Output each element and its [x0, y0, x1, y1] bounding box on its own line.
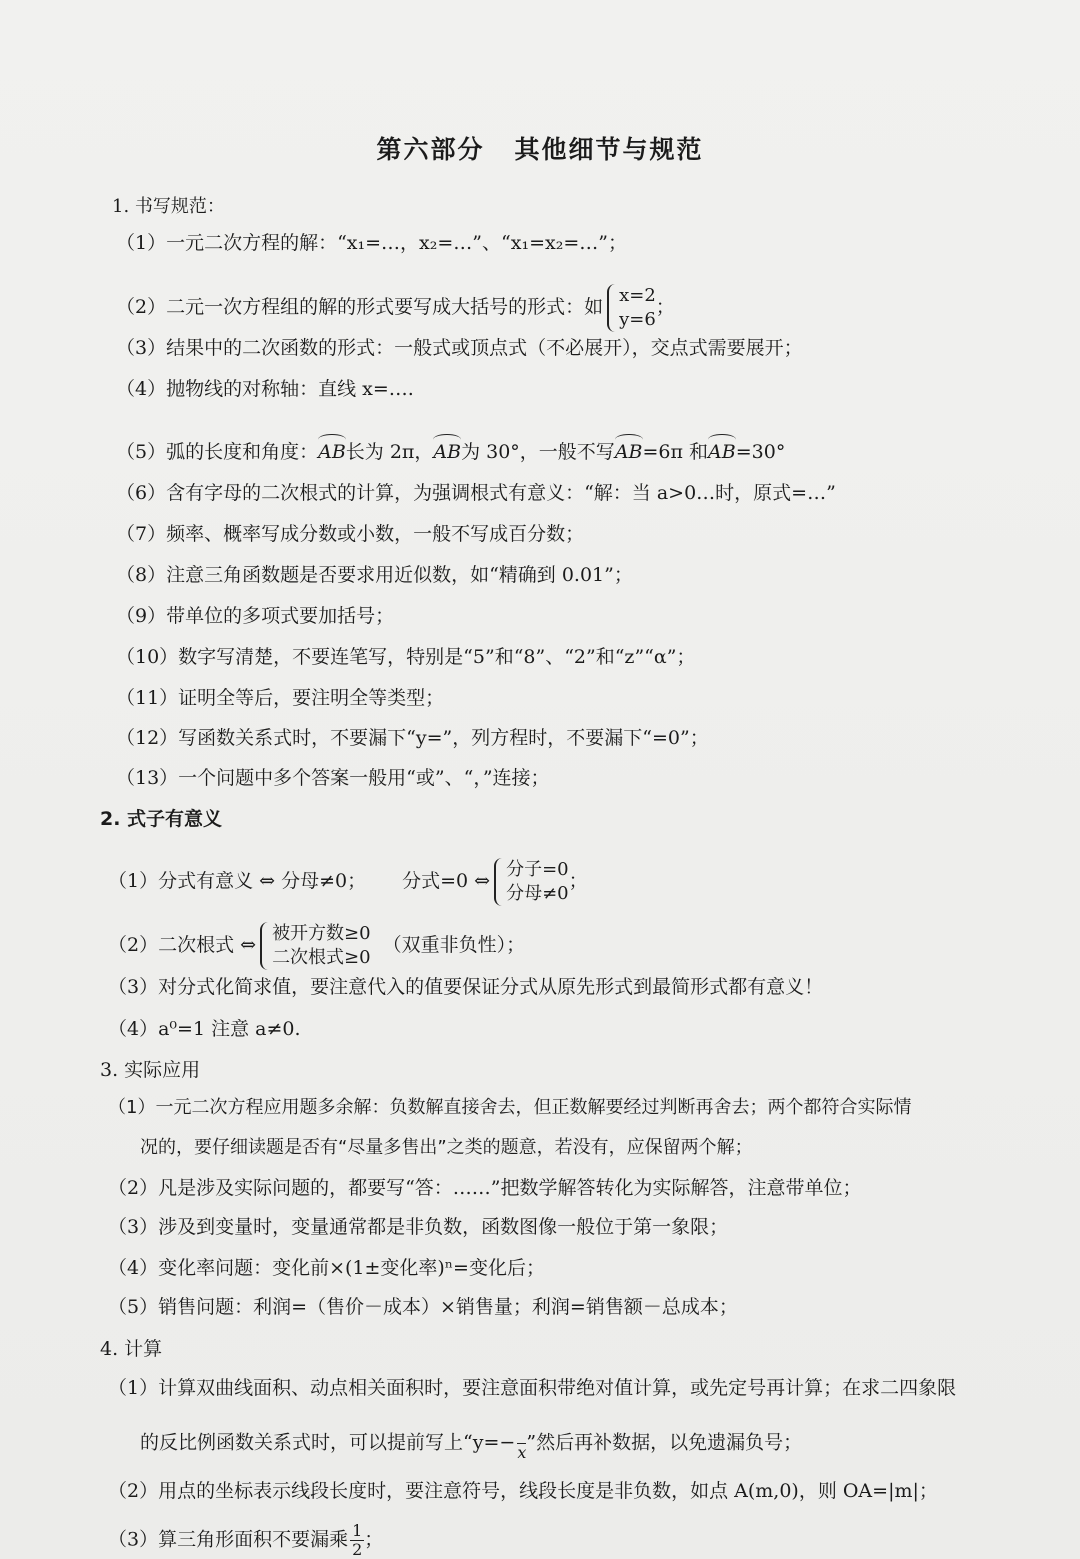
- s2-item-1-end: ；: [568, 870, 588, 892]
- fraction-denominator: x: [517, 1443, 527, 1462]
- s3-item-1a: （1）一元二次方程应用题多余解：负数解直接舍去，但正数解要经过判断再舍去；两个都符合实际情: [108, 1097, 912, 1118]
- s2-item-2: [108, 922, 525, 970]
- equation-system: [607, 284, 656, 332]
- s3-item-3: （3）涉及到变量时，变量通常都是非负数，函数图像一般位于第一象限；: [108, 1216, 729, 1238]
- s1-item-10: （10）数字写清楚，不要连笔写，特别是“5”和“8”、“2”和“z”“α”；: [116, 646, 696, 668]
- s1-item-2-text: （2）二元一次方程组的解的形式要写成大括号的形式：如: [116, 296, 604, 318]
- s2-item-2-a: （2）二次根式 ⇔: [108, 934, 257, 956]
- title-part: 第六部分: [376, 135, 485, 164]
- s3-item-4: （4）变化率问题：变化前×(1±变化率)ⁿ=变化后；: [108, 1257, 545, 1279]
- s1-item-12: （12）写函数关系式时，不要漏下“y=”，列方程时，不要漏下“=0”；: [116, 727, 709, 749]
- s1-item-7: （7）频率、概率写成分数或小数，一般不写成百分数；: [116, 523, 585, 545]
- s1-item-6: （6）含有字母的二次根式的计算，为强调根式有意义：“解：当 a>0…时，原式=…”: [116, 482, 836, 504]
- arc-ab-2: AB: [433, 441, 462, 463]
- s1-item-5-text: （5）弧的长度和角度：: [116, 441, 319, 463]
- s3-item-1b: 况的，要仔细读题是否有“尽量多售出”之类的题意，若没有，应保留两个解；: [140, 1137, 753, 1158]
- fraction-one-half: [350, 1522, 364, 1559]
- section-2-heading: 2. 式子有意义: [100, 808, 223, 830]
- half-denominator: 2: [352, 1540, 363, 1559]
- title-name: 其他细节与规范: [514, 135, 704, 164]
- section-1-heading: 1. 书写规范：: [112, 196, 225, 217]
- arc-ab-3: AB: [614, 441, 643, 463]
- radical-condition: 二次根式≥0: [272, 947, 371, 968]
- radicand-condition: 被开方数≥0: [272, 923, 371, 944]
- s4-item-1b-end: ”然后再补数据，以免遗漏负号；: [526, 1431, 803, 1454]
- section-3-heading: 3. 实际应用: [100, 1059, 201, 1081]
- half-numerator: 1: [352, 1521, 363, 1540]
- s1-item-2: [116, 284, 675, 332]
- arc-ab-4: AB: [708, 441, 736, 463]
- s4-item-3-end: ；: [364, 1528, 384, 1551]
- system-line-x: x=2: [619, 285, 656, 306]
- section-4-heading: 4. 计算: [100, 1338, 163, 1360]
- condition-denominator: 分母≠0: [506, 883, 569, 904]
- system-end: ；: [655, 296, 675, 318]
- system-line-y: y=6: [619, 309, 656, 330]
- s2-item-4: （4）a⁰=1 注意 a≠0.: [108, 1018, 301, 1040]
- s3-item-2: （2）凡是涉及实际问题的，都要写“答：……”把数学解答转化为实际解答，注意带单位；: [108, 1177, 862, 1199]
- s2-item-1-b: 分式=0 ⇔: [402, 870, 491, 892]
- arc-angle-text: 为 30°，一般不写: [461, 441, 615, 463]
- s4-item-1a: （1）计算双曲线面积、动点相关面积时，要注意面积带绝对值计算，或先定号再计算；在求二四象限: [108, 1377, 957, 1399]
- fraction-zero-system: [494, 858, 569, 906]
- s4-item-3-text: （3）算三角形面积不要漏乘: [108, 1528, 349, 1551]
- arc-length-text: 长为 2π，: [345, 441, 434, 463]
- s1-item-5: [116, 440, 785, 464]
- s1-item-9: （9）带单位的多项式要加括号；: [116, 605, 395, 627]
- condition-numerator: 分子=0: [506, 859, 569, 880]
- arc-eq-length: =6π 和: [642, 441, 709, 463]
- s1-item-8: （8）注意三角函数题是否要求用近似数，如“精确到 0.01”；: [116, 564, 633, 586]
- s4-item-3: [108, 1522, 383, 1559]
- s4-item-2: （2）用点的坐标表示线段长度时，要注意符号，线段长度是非负数，如点 A(m,0)，则 OA=|m|；: [108, 1480, 938, 1502]
- s3-item-5: （5）销售问题：利润=（售价－成本）×销售量；利润=销售额－总成本；: [108, 1296, 738, 1318]
- s2-item-2-end: （双重非负性）；: [382, 934, 526, 956]
- s1-item-13: （13）一个问题中多个答案一般用“或”、“，”连接；: [116, 767, 550, 789]
- arc-eq-angle: =30°: [735, 441, 786, 463]
- s1-item-4: （4）抛物线的对称轴：直线 x=….: [116, 378, 414, 400]
- s4-item-1b-text: 的反比例函数关系式时，可以提前写上“y=−: [140, 1431, 516, 1454]
- s1-item-11: （11）证明全等后，要注明全等类型；: [116, 687, 445, 709]
- arc-ab-1: AB: [318, 441, 346, 463]
- s4-item-1b: [140, 1425, 802, 1462]
- radical-system: [260, 922, 371, 970]
- s2-item-1-a: （1）分式有意义 ⇔ 分母≠0；: [108, 870, 367, 892]
- page-title: [0, 130, 1080, 166]
- s1-item-3: （3）结果中的二次函数的形式：一般式或顶点式（不必展开），交点式需要展开；: [116, 337, 803, 359]
- s2-item-3: （3）对分式化简求值，要注意代入的值要保证分式从原先形式到最简形式都有意义！: [108, 976, 824, 998]
- s1-item-1: （1）一元二次方程的解：“x₁=…，x₂=…”、“x₁=x₂=…”；: [116, 232, 627, 254]
- s2-item-1: [108, 858, 588, 906]
